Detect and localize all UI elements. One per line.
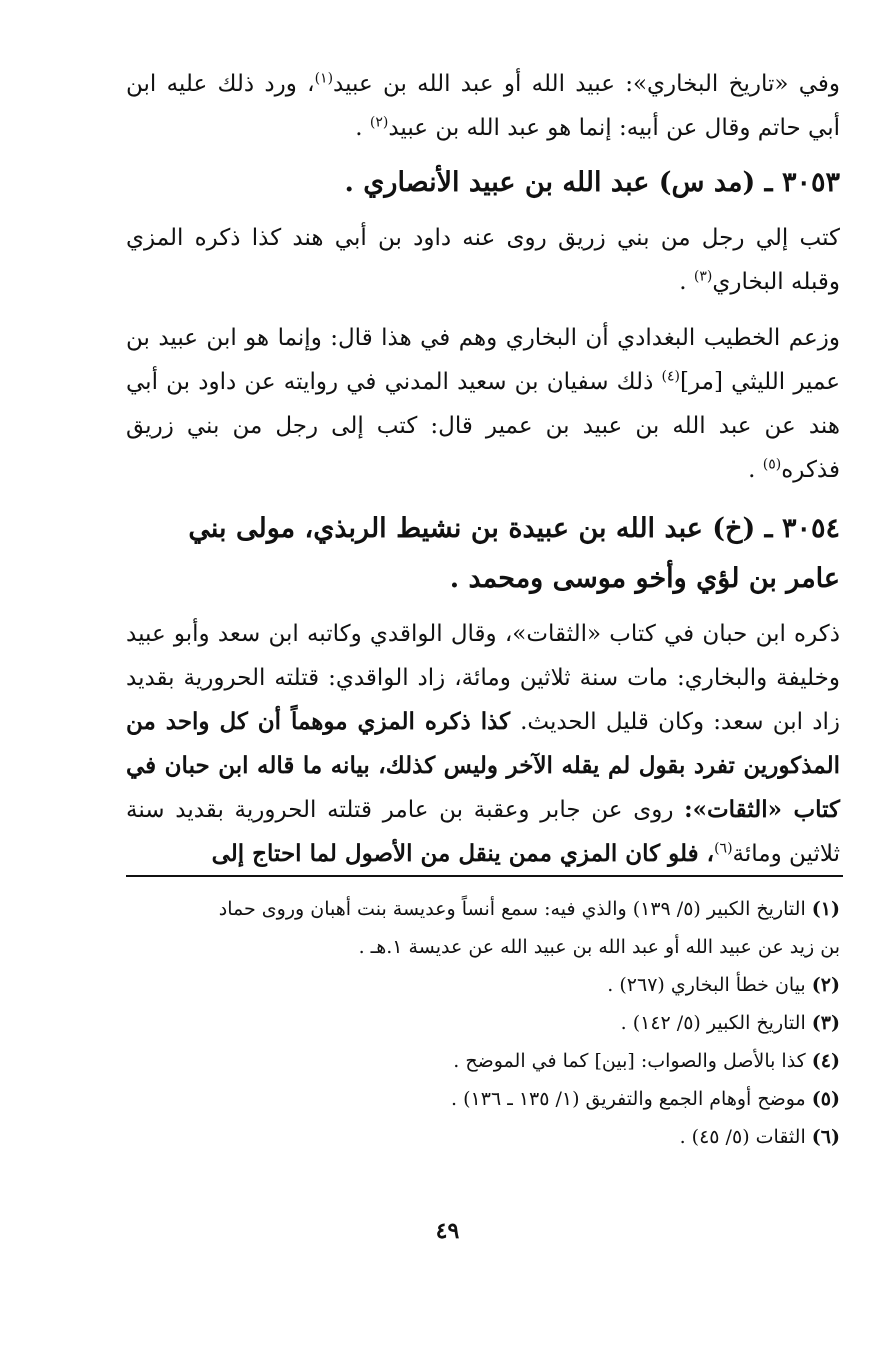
footnote-1-continuation: بن زيد عن عبيد الله أو عبد الله بن عبيد الله عن عديسة ١.هـ .: [358, 936, 840, 958]
footnote-3: (٣) التاريخ الكبير (٥/ ١٤٢) .: [620, 1012, 840, 1034]
paragraph-1: وفي «تاريخ البخاري»: عبيد الله أو عبد الله بن عبيد$^{(١)}$، ورد ذلك عليه ابن أبي حاتم وقال عن أبيه: إنما هو عبد الله بن عبيد$^{(٢)}$ .: [126, 70, 840, 141]
page-number: ٤٩: [435, 1218, 460, 1244]
footnote-ref-5[interactable]: (٥): [762, 456, 782, 473]
footnote-1: (١) التاريخ الكبير (٥/ ١٣٩) والذي فيه: سمع أنساً وعديسة بنت أهبان وروى حماد: [218, 898, 840, 920]
paragraph-4: ذكره ابن حبان في كتاب «الثقات»، وقال الواقدي وكاتبه ابن سعد وأبو عبيد وخليفة والبخاري: مات سنة ثلاثين ومائة، زاد الواقدي: قتلته الحرورية بقديد زاد ابن سعد: وكان قليل الحديث. كذا ذكره المزي موهماً أن كل واحد من المذكورين تفرد بقول لم يقله الآخر وليس كذلك، بيانه ما قاله ابن حبان في كتاب «الثقات»: روى عن جابر وعقبة بن عامر قتلته الحرورية بقديد سنة ثلاثين ومائة$^{(٦)}$، فلو كان المزي ممن ينقل من الأصول لما احتاج إلى: [126, 621, 840, 867]
footnote-2: (٢) بيان خطأ البخاري (٢٦٧) .: [607, 974, 840, 996]
footnote-6: (٦) الثقات (٥/ ٤٥) .: [679, 1126, 840, 1148]
footnote-ref-2[interactable]: (٢): [369, 114, 389, 131]
paragraph-2: كتب إلي رجل من بني زريق روى عنه داود بن أبي هند كذا ذكره المزي وقبله البخاري$^{(٣)}$ .: [126, 225, 840, 295]
entry-heading-3053: ٣٠٥٣ ـ (مد س) عبد الله بن عبيد الأنصاري .: [344, 167, 840, 198]
footnote-ref-4[interactable]: (٤): [661, 368, 680, 385]
footnote-ref-1[interactable]: (١): [314, 70, 334, 87]
entry-heading-3054: ٣٠٥٤ ـ (خ) عبد الله بن عبيدة بن نشيط الربذي، مولى بني عامر بن لؤي وأخو موسى ومحمد .: [188, 513, 840, 594]
footnotes: [126, 890, 840, 1156]
footnote-ref-6[interactable]: (٦): [714, 840, 733, 857]
footnote-divider: [126, 875, 843, 877]
footnote-4: (٤) كذا بالأصل والصواب: [بين] كما في الموضح .: [453, 1050, 840, 1072]
footnote-5: (٥) موضح أوهام الجمع والتفريق (١/ ١٣٥ ـ ١٣٦) .: [451, 1088, 840, 1110]
page-body: [126, 62, 840, 876]
footnote-ref-3[interactable]: (٣): [693, 268, 713, 285]
paragraph-3: وزعم الخطيب البغدادي أن البخاري وهم في هذا قال: وإنما هو ابن عبيد بن عمير الليثي [مر]$^{(٤)}$ ذلك سفيان بن سعيد المدني في روايته عن داود بن أبي هند عن عبد الله بن عبيد بن عمير قال: كتب إلى رجل من بني زريق فذكره$^{(٥)}$ .: [126, 325, 840, 483]
